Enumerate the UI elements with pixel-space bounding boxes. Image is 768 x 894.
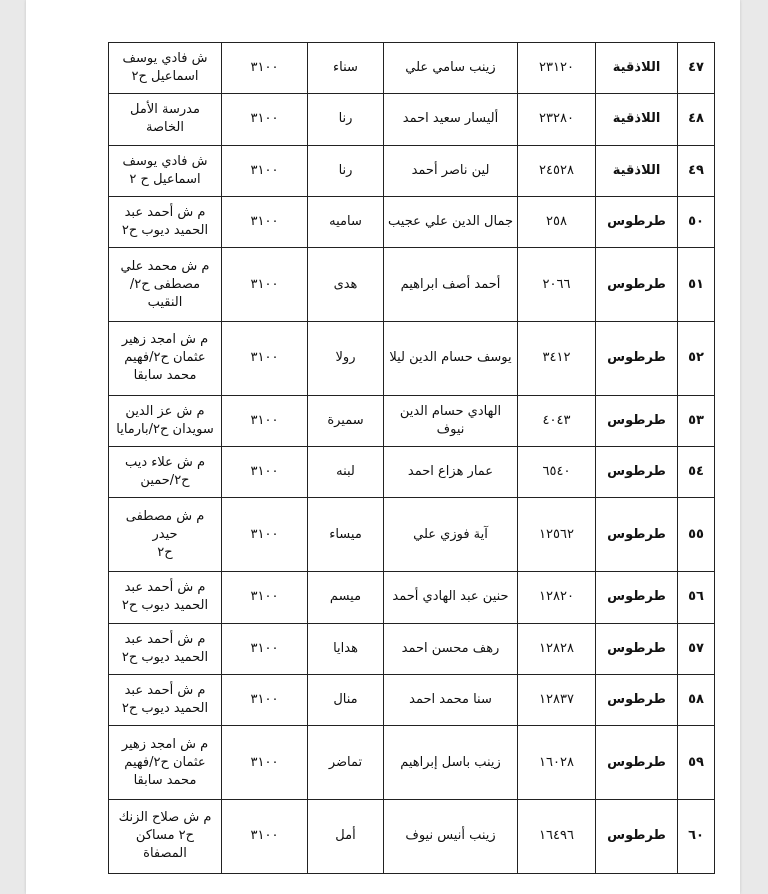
mother-name-cell: تماضر xyxy=(308,726,384,800)
school-line: م ش أحمد عبد xyxy=(124,205,206,221)
school-line: م ش علاء ديب xyxy=(124,455,206,471)
code-cell: ١٢٨٣٧ xyxy=(518,674,596,725)
table-row xyxy=(109,145,715,196)
table-row xyxy=(109,322,715,396)
school-line: ح٢/حمين xyxy=(140,473,190,489)
name-cell: زينب سامي علي xyxy=(384,43,518,94)
city-cell: طرطوس xyxy=(596,674,678,725)
city-cell: اللاذقية xyxy=(596,43,678,94)
mother-name-cell: سناء xyxy=(308,43,384,94)
school-line: م ش أحمد عبد xyxy=(124,580,206,596)
row-number: ٥٠ xyxy=(678,196,715,247)
school-line: الحميد ديوب ح٢ xyxy=(121,223,209,239)
code-cell: ٢٠٦٦ xyxy=(518,248,596,322)
row-number: ٥٦ xyxy=(678,572,715,623)
school-line: ح٢ مساكن المصفاة xyxy=(135,828,195,862)
table-row xyxy=(109,726,715,800)
city-cell: طرطوس xyxy=(596,572,678,623)
table-row xyxy=(109,674,715,725)
city-cell: طرطوس xyxy=(596,248,678,322)
school-line: م ش امجد زهير xyxy=(121,332,209,348)
city-cell: طرطوس xyxy=(596,447,678,498)
name-cell: رهف محسن احمد xyxy=(384,623,518,674)
row-number: ٥٤ xyxy=(678,447,715,498)
salary-cell: ٣١٠٠ xyxy=(222,322,308,396)
row-number: ٥٣ xyxy=(678,395,715,446)
school-line: ح٢ xyxy=(157,544,173,560)
table-row xyxy=(109,94,715,145)
school-line: الخاصة xyxy=(146,120,184,136)
code-cell: ١٢٨٢٠ xyxy=(518,572,596,623)
city-cell: طرطوس xyxy=(596,726,678,800)
school-line: م ش محمد علي xyxy=(120,258,210,274)
school-cell xyxy=(109,145,222,196)
school-cell xyxy=(109,572,222,623)
name-cell: أليسار سعيد احمد xyxy=(384,94,518,145)
school-line: ش فادي يوسف xyxy=(122,153,208,169)
name-cell: زينب باسل إبراهيم xyxy=(384,726,518,800)
mother-name-cell: هدايا xyxy=(308,623,384,674)
code-cell: ١٦٠٢٨ xyxy=(518,726,596,800)
school-line: الحميد ديوب ح٢ xyxy=(121,598,209,614)
school-line: م ش امجد زهير xyxy=(121,736,209,752)
salary-cell: ٣١٠٠ xyxy=(222,674,308,725)
code-cell: ١٢٥٦٢ xyxy=(518,498,596,572)
salary-cell: ٣١٠٠ xyxy=(222,43,308,94)
school-line: م ش عز الدين xyxy=(125,403,205,419)
city-cell: طرطوس xyxy=(596,498,678,572)
table-row xyxy=(109,447,715,498)
table-row xyxy=(109,196,715,247)
salary-cell: ٣١٠٠ xyxy=(222,498,308,572)
row-number: ٥١ xyxy=(678,248,715,322)
salary-cell: ٣١٠٠ xyxy=(222,726,308,800)
name-cell: حنين عبد الهادي أحمد xyxy=(384,572,518,623)
school-line: مصطفى ح٢/النقيب xyxy=(129,276,201,310)
mother-name-cell: ساميه xyxy=(308,196,384,247)
school-line: م ش صلاح الزنك xyxy=(118,810,212,826)
name-cell: جمال الدين علي عجيب xyxy=(384,196,518,247)
name-cell: الهادي حسام الدين نيوف xyxy=(384,395,518,446)
salary-cell: ٣١٠٠ xyxy=(222,196,308,247)
school-line: م ش مصطفى حيدر xyxy=(125,508,205,542)
salary-cell: ٣١٠٠ xyxy=(222,799,308,873)
table-row xyxy=(109,43,715,94)
row-number: ٥٩ xyxy=(678,726,715,800)
row-number: ٥٥ xyxy=(678,498,715,572)
table-row xyxy=(109,623,715,674)
school-cell xyxy=(109,498,222,572)
code-cell: ٢٤٥٢٨ xyxy=(518,145,596,196)
code-cell: ١٦٤٩٦ xyxy=(518,799,596,873)
table-row xyxy=(109,248,715,322)
row-number: ٥٧ xyxy=(678,623,715,674)
school-line: عثمان ح٢/فهيم xyxy=(124,350,206,366)
name-cell: سنا محمد احمد xyxy=(384,674,518,725)
school-line: الحميد ديوب ح٢ xyxy=(121,649,209,665)
records-table xyxy=(108,42,715,874)
mother-name-cell: سميرة xyxy=(308,395,384,446)
document-page xyxy=(26,0,740,894)
city-cell: اللاذقية xyxy=(596,145,678,196)
code-cell: ٤٠٤٣ xyxy=(518,395,596,446)
school-line: م ش أحمد عبد xyxy=(124,631,206,647)
name-cell: عمار هزاع احمد xyxy=(384,447,518,498)
table-row xyxy=(109,498,715,572)
school-line: عثمان ح٢/فهيم xyxy=(124,754,206,770)
code-cell: ٢٥٨ xyxy=(518,196,596,247)
mother-name-cell: لبنه xyxy=(308,447,384,498)
salary-cell: ٣١٠٠ xyxy=(222,623,308,674)
name-cell: يوسف حسام الدين ليلا xyxy=(384,322,518,396)
school-cell xyxy=(109,726,222,800)
city-cell: طرطوس xyxy=(596,322,678,396)
school-line: سويدان ح٢/بارمايا xyxy=(116,421,214,437)
mother-name-cell: هدى xyxy=(308,248,384,322)
school-line: ش فادي يوسف xyxy=(122,51,208,67)
mother-name-cell: رنا xyxy=(308,94,384,145)
row-number: ٥٢ xyxy=(678,322,715,396)
school-cell xyxy=(109,395,222,446)
school-cell xyxy=(109,322,222,396)
salary-cell: ٣١٠٠ xyxy=(222,447,308,498)
row-number: ٦٠ xyxy=(678,799,715,873)
code-cell: ١٢٨٢٨ xyxy=(518,623,596,674)
code-cell: ٦٥٤٠ xyxy=(518,447,596,498)
school-line: م ش أحمد عبد xyxy=(124,683,206,698)
table-row xyxy=(109,395,715,446)
school-cell xyxy=(109,799,222,873)
mother-name-cell: ميساء xyxy=(308,498,384,572)
city-cell: اللاذقية xyxy=(596,94,678,145)
school-cell xyxy=(109,94,222,145)
city-cell: طرطوس xyxy=(596,623,678,674)
city-cell: طرطوس xyxy=(596,799,678,873)
table-body xyxy=(109,43,715,874)
table-row xyxy=(109,799,715,873)
name-cell: لين ناصر أحمد xyxy=(384,145,518,196)
school-line: الحميد ديوب ح٢ xyxy=(121,701,209,716)
mother-name-cell: ميسم xyxy=(308,572,384,623)
name-cell: أحمد أصف ابراهيم xyxy=(384,248,518,322)
salary-cell: ٣١٠٠ xyxy=(222,145,308,196)
school-cell xyxy=(109,447,222,498)
mother-name-cell: منال xyxy=(308,674,384,725)
school-cell xyxy=(109,674,222,725)
name-cell: زينب أنيس نيوف xyxy=(384,799,518,873)
code-cell: ٢٣٢٨٠ xyxy=(518,94,596,145)
salary-cell: ٣١٠٠ xyxy=(222,248,308,322)
school-line: اسماعيل ح ٢ xyxy=(129,171,201,187)
table-row xyxy=(109,572,715,623)
mother-name-cell: رنا xyxy=(308,145,384,196)
salary-cell: ٣١٠٠ xyxy=(222,94,308,145)
school-line: اسماعيل ح٢ xyxy=(131,69,199,85)
row-number: ٤٩ xyxy=(678,145,715,196)
school-line: مدرسة الأمل xyxy=(130,102,200,118)
school-cell xyxy=(109,623,222,674)
code-cell: ٣٤١٢ xyxy=(518,322,596,396)
row-number: ٥٨ xyxy=(678,674,715,725)
code-cell: ٢٣١٢٠ xyxy=(518,43,596,94)
mother-name-cell: أمل xyxy=(308,799,384,873)
school-cell xyxy=(109,248,222,322)
mother-name-cell: رولا xyxy=(308,322,384,396)
salary-cell: ٣١٠٠ xyxy=(222,395,308,446)
school-line: محمد سابقا xyxy=(133,772,197,788)
school-cell xyxy=(109,196,222,247)
row-number: ٤٨ xyxy=(678,94,715,145)
salary-cell: ٣١٠٠ xyxy=(222,572,308,623)
school-cell xyxy=(109,43,222,94)
school-line: محمد سابقا xyxy=(133,368,197,384)
city-cell: طرطوس xyxy=(596,395,678,446)
city-cell: طرطوس xyxy=(596,196,678,247)
row-number: ٤٧ xyxy=(678,43,715,94)
name-cell: آية فوزي علي xyxy=(384,498,518,572)
